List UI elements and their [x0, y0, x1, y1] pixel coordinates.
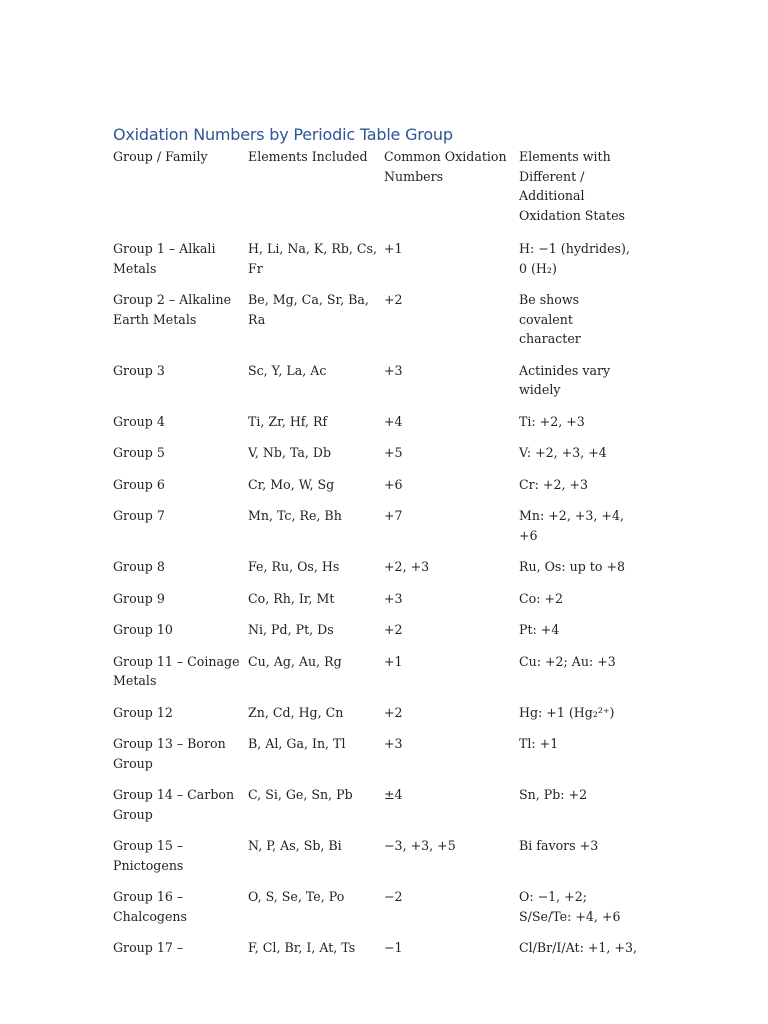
cell-common-oxidation: +4 [384, 413, 403, 429]
table-row [113, 290, 643, 361]
cell-group: Group 13 – Boron Group [113, 736, 226, 771]
header-group-family: Group / Family [113, 149, 208, 164]
cell-group: Group 11 – Coinage Metals [113, 653, 240, 688]
cell-common-oxidation: ±4 [384, 787, 403, 802]
table-row [113, 557, 643, 589]
table-row [113, 734, 643, 785]
oxidation-table [113, 147, 643, 958]
cell-group: Group 9 [113, 590, 165, 606]
table-row [113, 443, 643, 475]
table-row [113, 652, 643, 703]
cell-elements: O, S, Se, Te, Po [248, 889, 345, 904]
cell-common-oxidation: +2 [384, 622, 403, 637]
table-row [113, 506, 643, 557]
cell-elements: F, Cl, Br, I, At, Ts [248, 940, 356, 955]
cell-additional-states: O: −1, +2; S/Se/Te: +4, +6 [519, 889, 621, 924]
cell-common-oxidation: +5 [384, 445, 403, 460]
cell-elements: C, Si, Ge, Sn, Pb [248, 787, 353, 802]
cell-elements: Cu, Ag, Au, Rg [248, 653, 342, 669]
cell-additional-states: H: −1 (hydrides), 0 (H₂) [519, 241, 630, 276]
cell-elements: Sc, Y, La, Ac [248, 362, 327, 378]
cell-additional-states: V: +2, +3, +4 [519, 445, 607, 460]
cell-group: Group 14 – Carbon Group [113, 787, 235, 822]
cell-group: Group 6 [113, 476, 165, 492]
cell-group: Group 16 – Chalcogens [113, 889, 188, 924]
cell-group: Group 3 [113, 362, 165, 378]
table-row [113, 620, 643, 652]
table-row [113, 361, 643, 412]
cell-additional-states: Actinides vary widely [519, 362, 611, 397]
table-body [113, 239, 643, 958]
cell-common-oxidation: +2, +3 [384, 559, 430, 574]
table-row [113, 475, 643, 507]
cell-additional-states: Bi favors +3 [519, 838, 599, 853]
cell-additional-states: Be shows covalent character [519, 292, 581, 346]
cell-common-oxidation: +6 [384, 476, 403, 492]
cell-group: Group 5 [113, 445, 165, 460]
cell-additional-states: Cu: +2; Au: +3 [519, 653, 616, 669]
header-elements-included: Elements Included [248, 149, 368, 164]
table-row [113, 589, 643, 621]
cell-common-oxidation: −1 [384, 940, 403, 955]
cell-common-oxidation: +1 [384, 241, 403, 256]
cell-group: Group 4 [113, 413, 165, 429]
cell-group: Group 7 [113, 508, 165, 523]
header-common-oxidation-numbers: Common Oxidation Numbers [384, 149, 507, 184]
cell-additional-states: Cl/Br/I/At: +1, +3, [519, 940, 637, 955]
header-additional-oxidation-states: Elements with Different / Additional Oxidation States [519, 149, 625, 223]
cell-elements: N, P, As, Sb, Bi [248, 838, 342, 853]
table-header [113, 147, 643, 239]
table-row [113, 938, 643, 958]
table-row [113, 239, 643, 290]
cell-elements: B, Al, Ga, In, Tl [248, 736, 346, 751]
cell-additional-states: Tl: +1 [519, 736, 559, 751]
cell-elements: H, Li, Na, K, Rb, Cs, Fr [248, 241, 377, 276]
cell-elements: Mn, Tc, Re, Bh [248, 508, 342, 523]
cell-group: Group 12 [113, 704, 173, 720]
cell-group: Group 10 [113, 622, 173, 637]
table-row [113, 785, 643, 836]
cell-common-oxidation: +7 [384, 508, 403, 523]
cell-common-oxidation: +2 [384, 704, 403, 720]
cell-common-oxidation: −3, +3, +5 [384, 838, 456, 853]
table-row [113, 703, 643, 735]
cell-common-oxidation: +1 [384, 653, 403, 669]
cell-additional-states: Cr: +2, +3 [519, 476, 589, 492]
cell-elements: Ti, Zr, Hf, Rf [248, 413, 328, 429]
cell-elements: Be, Mg, Ca, Sr, Ba, Ra [248, 292, 369, 327]
cell-elements: Cr, Mo, W, Sg [248, 476, 335, 492]
cell-additional-states: Ru, Os: up to +8 [519, 559, 626, 574]
table-row [113, 412, 643, 444]
cell-elements: Zn, Cd, Hg, Cn [248, 704, 344, 720]
cell-additional-states: Hg: +1 (Hg₂²⁺) [519, 704, 615, 720]
cell-additional-states: Mn: +2, +3, +4, +6 [519, 508, 624, 543]
cell-additional-states: Sn, Pb: +2 [519, 787, 588, 802]
cell-group: Group 2 – Alkaline Earth Metals [113, 292, 232, 327]
cell-group: Group 17 – [113, 940, 184, 955]
cell-elements: V, Nb, Ta, Db [248, 445, 332, 460]
cell-elements: Fe, Ru, Os, Hs [248, 559, 340, 574]
table-row [113, 836, 643, 887]
cell-common-oxidation: +3 [384, 736, 403, 751]
cell-additional-states: Ti: +2, +3 [519, 413, 585, 429]
cell-additional-states: Co: +2 [519, 590, 564, 606]
cell-common-oxidation: +3 [384, 362, 403, 378]
cell-group: Group 8 [113, 559, 165, 574]
cell-common-oxidation: +2 [384, 292, 403, 307]
cell-group: Group 1 – Alkali Metals [113, 241, 216, 276]
cell-common-oxidation: +3 [384, 590, 403, 606]
cell-elements: Co, Rh, Ir, Mt [248, 590, 335, 606]
table-row [113, 887, 643, 938]
document-title: Oxidation Numbers by Periodic Table Group [113, 125, 453, 144]
header-row [113, 147, 643, 239]
cell-additional-states: Pt: +4 [519, 622, 560, 637]
cell-group: Group 15 – Pnictogens [113, 838, 184, 873]
cell-common-oxidation: −2 [384, 889, 403, 904]
cell-elements: Ni, Pd, Pt, Ds [248, 622, 334, 637]
